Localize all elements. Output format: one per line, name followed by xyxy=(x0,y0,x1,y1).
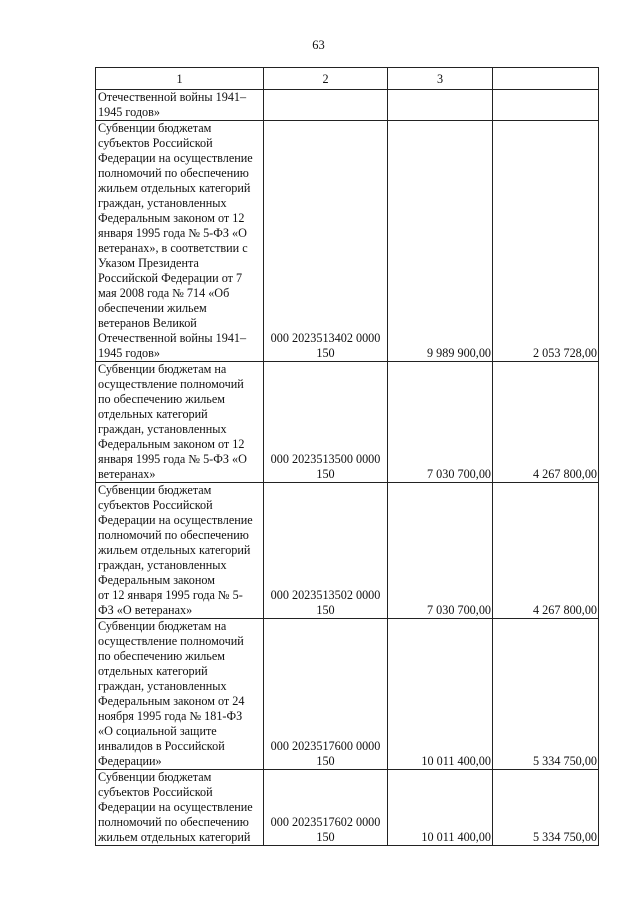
row-name-line: инвалидов в Российской xyxy=(98,739,225,753)
row-name-cell xyxy=(96,770,264,846)
row-name-line: Федерации на осуществление xyxy=(98,151,253,165)
row-name-line: ноября 1995 года № 181-ФЗ xyxy=(98,709,243,723)
row-name-line: жильем отдельных категорий xyxy=(98,543,251,557)
page-number: 63 xyxy=(312,38,325,52)
row-name-line: Субвенции бюджетам на xyxy=(98,362,227,376)
budget-table xyxy=(95,67,599,846)
row-name-line: по обеспечению жильем xyxy=(98,392,225,406)
row-code-line: 000 2023513500 0000 xyxy=(270,452,381,466)
row-name-line: ветеранах», в соответствии с xyxy=(98,241,248,255)
row-name-line: субъектов Российской xyxy=(98,498,213,512)
header-col-2: 2 xyxy=(264,68,388,90)
header-row xyxy=(96,68,599,90)
row-name-cell xyxy=(96,483,264,619)
row-name-line: полномочий по обеспечению xyxy=(98,528,249,542)
row-name-line: Федеральным законом от 24 xyxy=(98,694,245,708)
row-value-col3: 10 011 400,00 xyxy=(388,770,493,846)
row-name-line: Субвенции бюджетам на xyxy=(98,619,227,633)
row-name-line: Федеральным законом xyxy=(98,573,215,587)
row-name-line: от 12 января 1995 года № 5- xyxy=(98,588,243,602)
row-name-line: 1945 годов» xyxy=(98,105,161,119)
row-value-col4: 4 267 800,00 xyxy=(493,362,599,483)
row-name-line: Федерации на осуществление xyxy=(98,513,253,527)
row-code-cell xyxy=(264,121,388,362)
row-value-col4: 5 334 750,00 xyxy=(493,619,599,770)
row-name-line: Субвенции бюджетам xyxy=(98,121,212,135)
row-code-line: 150 xyxy=(316,603,335,617)
table-row xyxy=(96,619,599,770)
row-name-line: полномочий по обеспечению xyxy=(98,815,249,829)
row-name-line: ФЗ «О ветеранах» xyxy=(98,603,193,617)
header-col-1: 1 xyxy=(96,68,264,90)
row-name-line: Федерации на осуществление xyxy=(98,800,253,814)
row-name-line: отдельных категорий xyxy=(98,664,208,678)
row-name-cell xyxy=(96,362,264,483)
table-row xyxy=(96,362,599,483)
row-name-line: отдельных категорий xyxy=(98,407,208,421)
row-name-line: ветеранах» xyxy=(98,467,156,481)
row-name-line: Отечественной войны 1941– xyxy=(98,331,247,345)
row-code-cell xyxy=(264,619,388,770)
row-name-cell xyxy=(96,619,264,770)
row-name-line: Субвенции бюджетам xyxy=(98,483,212,497)
row-name-line: Российской Федерации от 7 xyxy=(98,271,243,285)
table-row xyxy=(96,770,599,846)
row-value-col4: 2 053 728,00 xyxy=(493,121,599,362)
row-name-line: граждан, установленных xyxy=(98,558,227,572)
row-value-col4: 4 267 800,00 xyxy=(493,483,599,619)
header-col-4 xyxy=(493,68,599,90)
row-name-line: «О социальной защите xyxy=(98,724,217,738)
row-code-line: 150 xyxy=(316,830,335,844)
row-value-col3: 9 989 900,00 xyxy=(388,121,493,362)
row-name-line: субъектов Российской xyxy=(98,136,213,150)
table-row xyxy=(96,121,599,362)
header-col-3: 3 xyxy=(388,68,493,90)
row-name-line: граждан, установленных xyxy=(98,679,227,693)
row-name-line: по обеспечению жильем xyxy=(98,649,225,663)
row-value-col4: 5 334 750,00 xyxy=(493,770,599,846)
table-body xyxy=(96,90,599,846)
row-name-cell xyxy=(96,121,264,362)
row-name-cell xyxy=(96,90,264,121)
row-name-line: Отечественной войны 1941– xyxy=(98,90,247,104)
row-code-line: 150 xyxy=(316,346,335,360)
row-value-col3: 7 030 700,00 xyxy=(388,483,493,619)
table-row xyxy=(96,90,599,121)
row-name-line: Федеральным законом от 12 xyxy=(98,437,245,451)
row-name-line: Субвенции бюджетам xyxy=(98,770,212,784)
row-code-line: 150 xyxy=(316,754,335,768)
row-name-line: жильем отдельных категорий xyxy=(98,830,251,844)
row-code-cell xyxy=(264,362,388,483)
row-name-line: января 1995 года № 5-ФЗ «О xyxy=(98,226,247,240)
row-name-line: мая 2008 года № 714 «Об xyxy=(98,286,230,300)
row-name-line: января 1995 года № 5-ФЗ «О xyxy=(98,452,247,466)
row-code-line: 000 2023513502 0000 xyxy=(270,588,381,602)
table-row xyxy=(96,483,599,619)
row-name-line: жильем отдельных категорий xyxy=(98,181,251,195)
row-code-cell xyxy=(264,90,388,121)
row-value-col3 xyxy=(388,90,493,121)
row-name-line: 1945 годов» xyxy=(98,346,161,360)
row-code-line: 000 2023517600 0000 xyxy=(270,739,381,753)
row-code-line: 000 2023517602 0000 xyxy=(270,815,381,829)
row-name-line: граждан, установленных xyxy=(98,196,227,210)
row-name-line: субъектов Российской xyxy=(98,785,213,799)
row-name-line: осуществление полномочий xyxy=(98,634,244,648)
row-name-line: граждан, установленных xyxy=(98,422,227,436)
row-value-col4 xyxy=(493,90,599,121)
row-name-line: Указом Президента xyxy=(98,256,199,270)
row-name-line: ветеранов Великой xyxy=(98,316,197,330)
row-code-cell xyxy=(264,483,388,619)
row-name-line: обеспечении жильем xyxy=(98,301,207,315)
row-name-line: полномочий по обеспечению xyxy=(98,166,249,180)
row-name-line: Федеральным законом от 12 xyxy=(98,211,245,225)
row-code-line: 000 2023513402 0000 xyxy=(270,331,381,345)
row-name-line: осуществление полномочий xyxy=(98,377,244,391)
row-code-cell xyxy=(264,770,388,846)
row-name-line: Федерации» xyxy=(98,754,162,768)
row-value-col3: 7 030 700,00 xyxy=(388,362,493,483)
row-value-col3: 10 011 400,00 xyxy=(388,619,493,770)
row-code-line: 150 xyxy=(316,467,335,481)
